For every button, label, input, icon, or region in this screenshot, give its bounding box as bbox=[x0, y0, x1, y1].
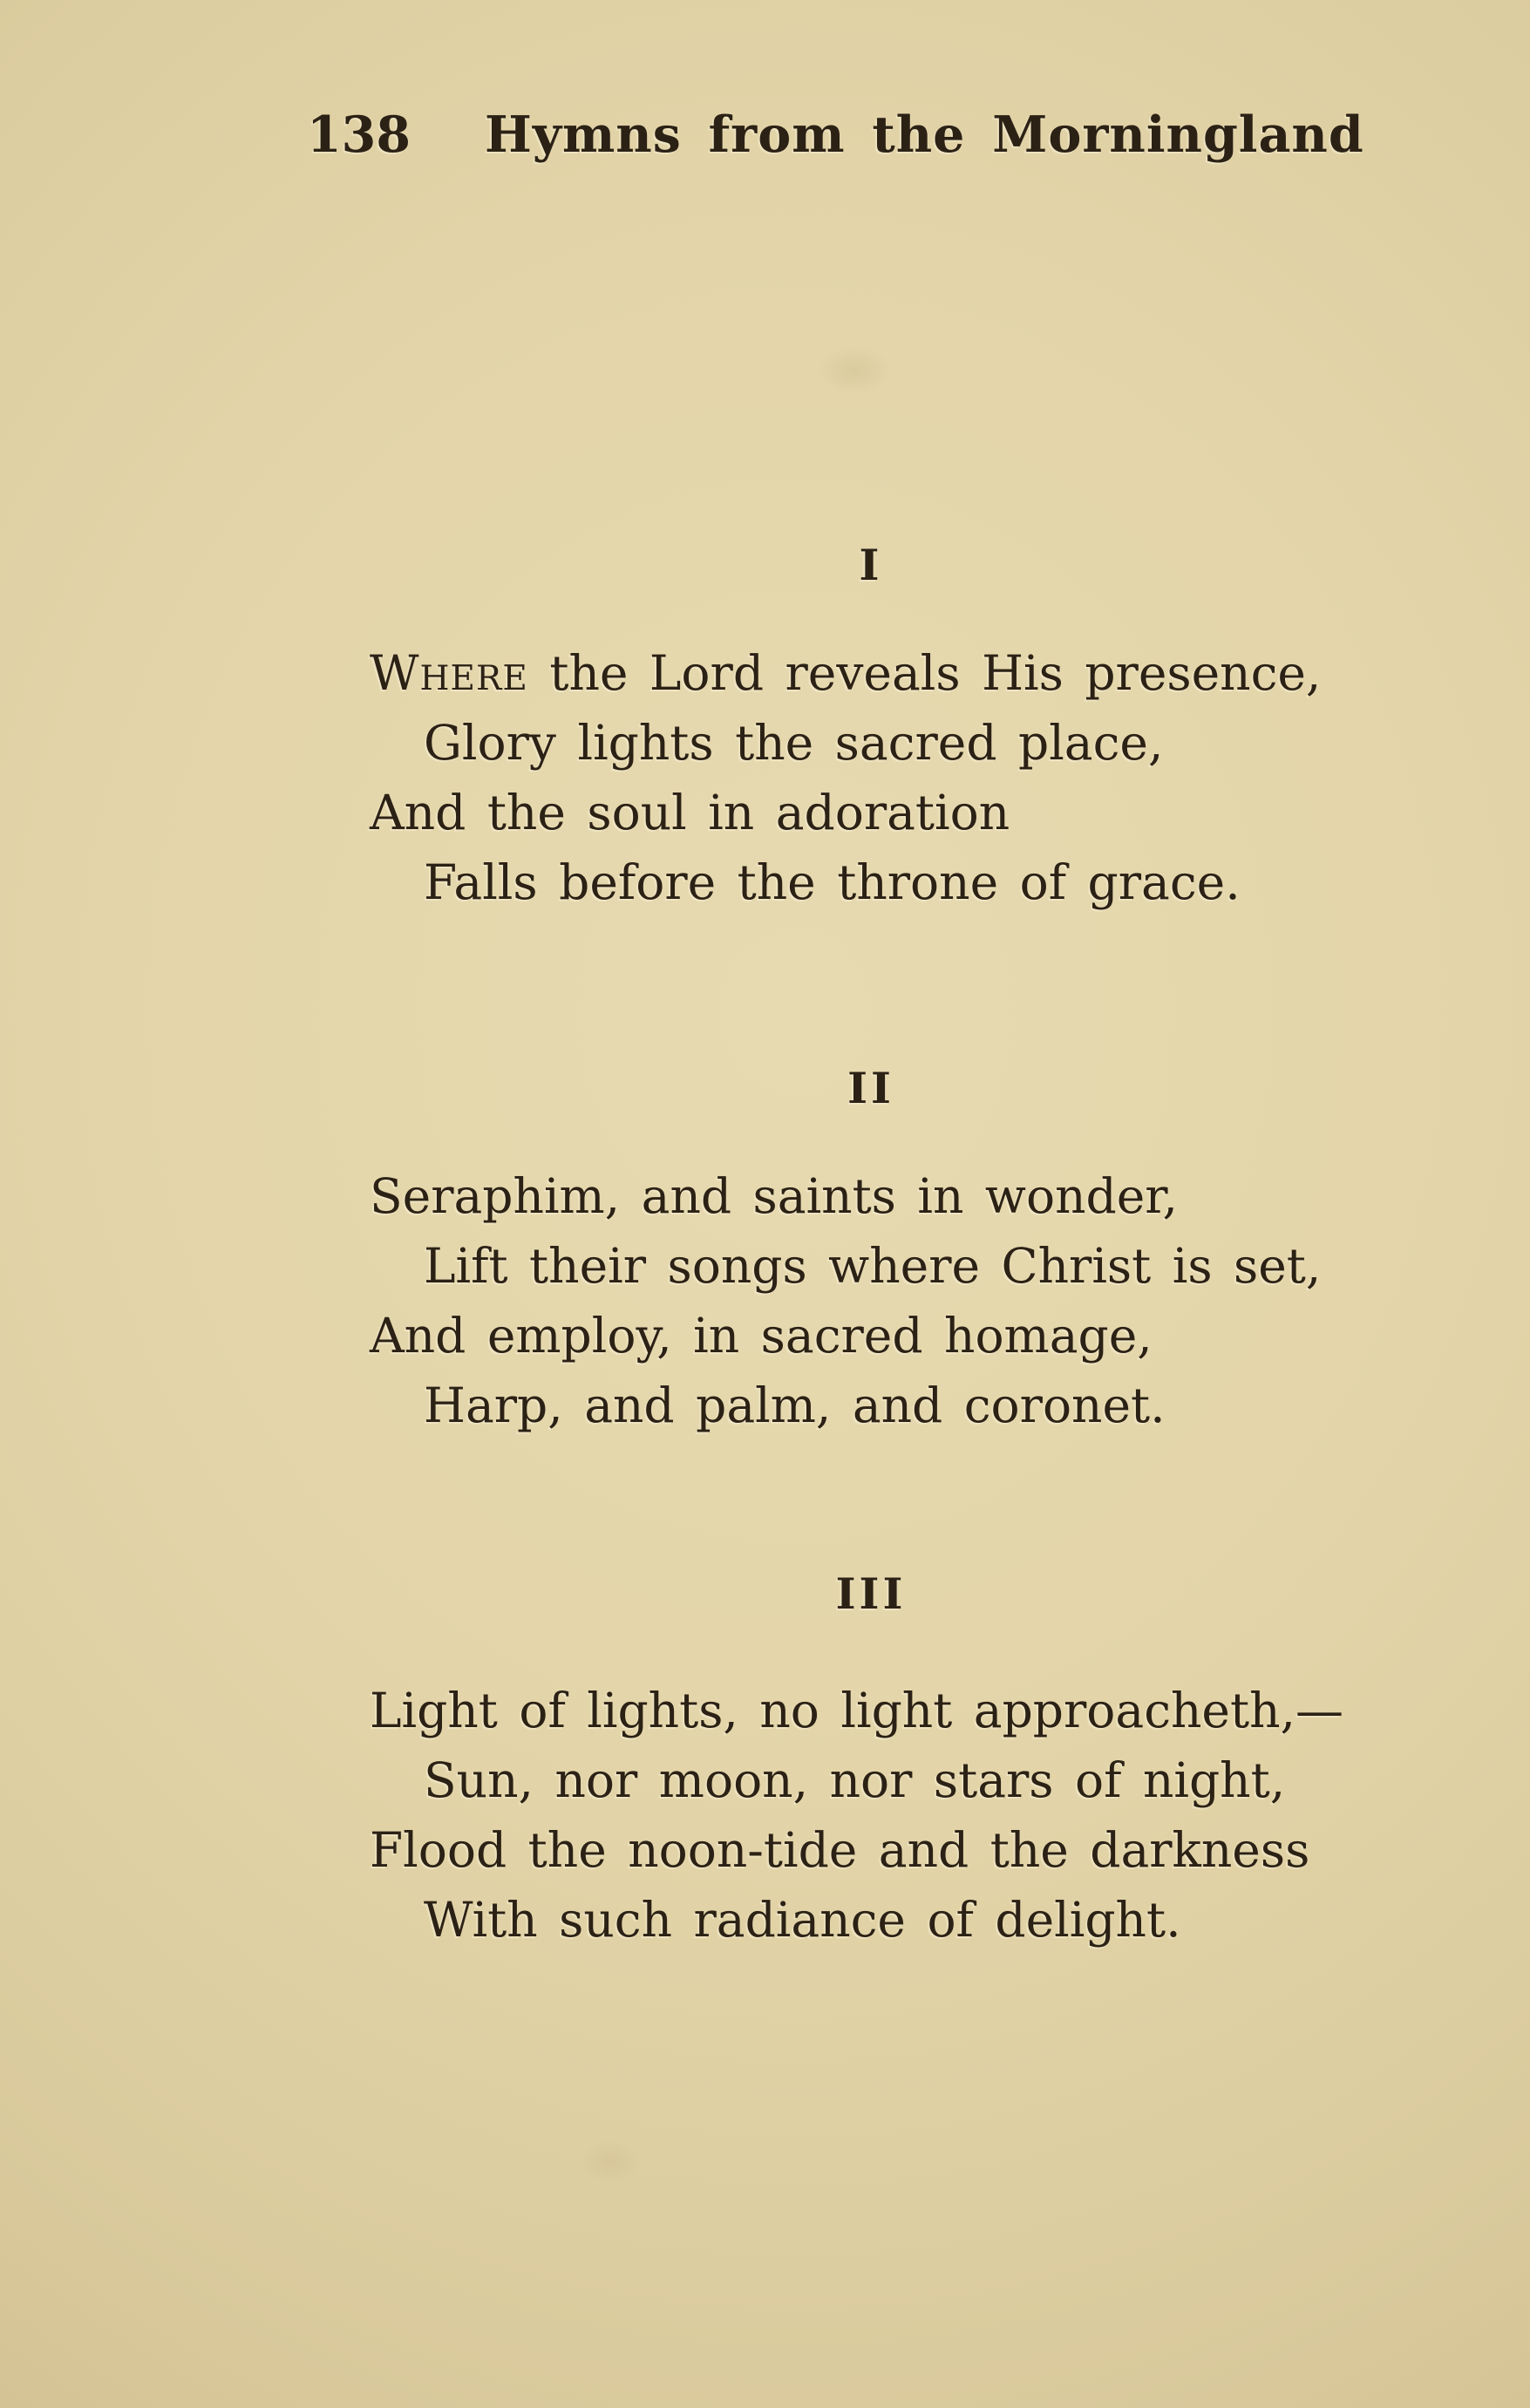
poem-line: Harp, and palm, and coronet. bbox=[424, 1377, 1166, 1433]
poem-line: Falls before the throne of grace. bbox=[424, 854, 1241, 910]
poem-line: And employ, in sacred homage, bbox=[370, 1308, 1153, 1364]
stanza-numeral-3: III bbox=[835, 1568, 907, 1619]
stanza-1 bbox=[370, 645, 1372, 924]
poem-line-text: the Lord reveals His presence, bbox=[527, 645, 1322, 701]
page-number: 138 bbox=[307, 105, 411, 164]
stanza-3 bbox=[370, 1683, 1372, 1962]
stanza-numeral-1: I bbox=[859, 540, 883, 590]
poem-line: Glory lights the sacred place, bbox=[424, 715, 1164, 771]
poem-line: And the soul in adoration bbox=[370, 785, 1010, 840]
running-head bbox=[0, 105, 1530, 171]
poem-line-lead-word: Where bbox=[370, 645, 528, 701]
poem-line: Lift their songs where Christ is set, bbox=[424, 1238, 1322, 1294]
stanza-2 bbox=[370, 1168, 1372, 1447]
running-title: Hymns from the Morningland bbox=[485, 105, 1364, 164]
poem-line bbox=[370, 645, 1372, 715]
poem-line: Sun, nor moon, nor stars of night, bbox=[424, 1752, 1286, 1808]
poem-line: Flood the noon-tide and the darkness bbox=[370, 1822, 1310, 1878]
poem-line: Seraphim, and saints in wonder, bbox=[370, 1168, 1178, 1224]
poem-line: Light of lights, no light approacheth,— bbox=[370, 1683, 1343, 1738]
stanza-numeral-2: II bbox=[847, 1063, 894, 1113]
poem-line: With such radiance of delight. bbox=[424, 1892, 1181, 1948]
